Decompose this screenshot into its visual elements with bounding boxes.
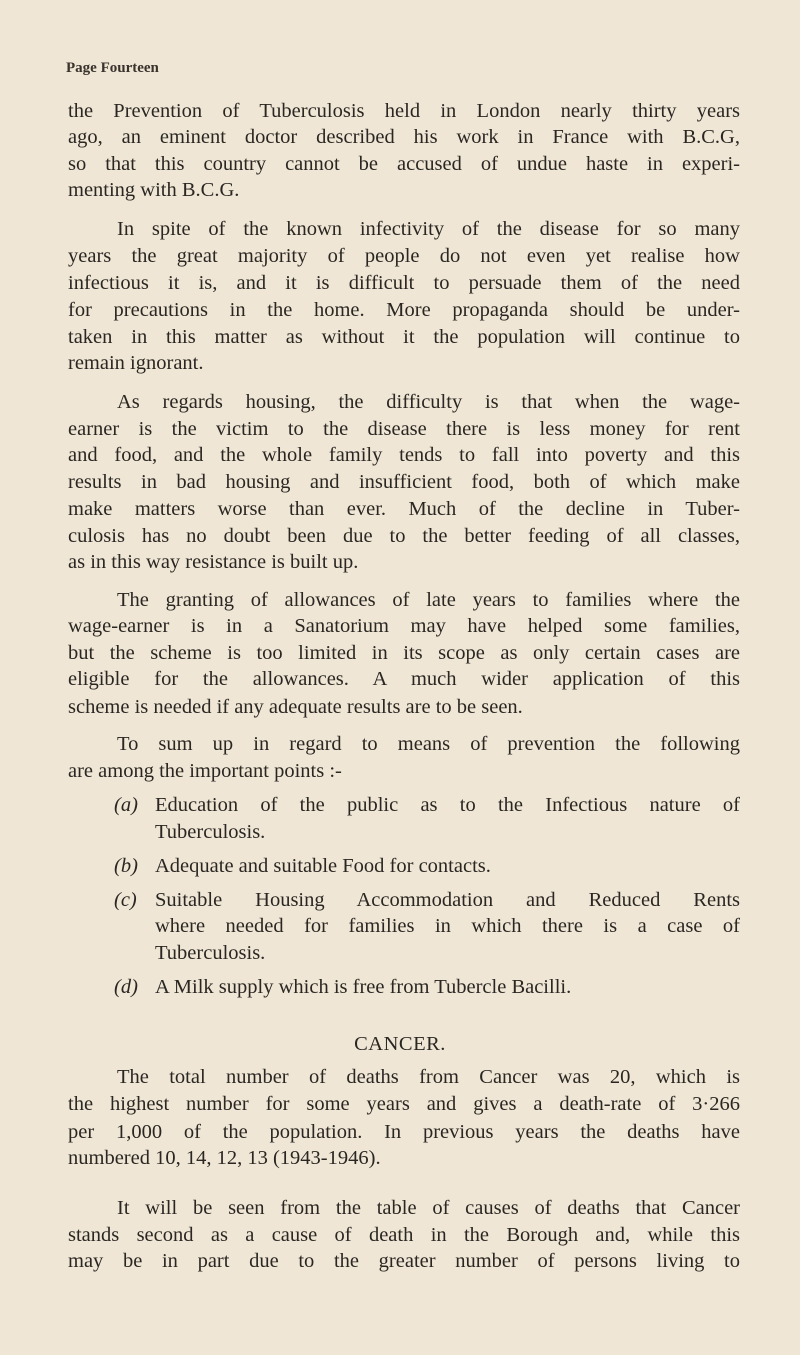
text-line: The total number of deaths from Cancer was 20, which is: [117, 1066, 740, 1088]
text-line: are among the important points :-: [68, 760, 342, 782]
text-line: per 1,000 of the population. In previous years the deaths have: [68, 1121, 740, 1143]
section-title: CANCER.: [354, 1033, 446, 1055]
page-header: Page Fourteen: [66, 60, 159, 76]
text-line: the highest number for some years and gives a death-rate of 3·266: [68, 1093, 740, 1115]
text-line: years the great majority of people do not even yet realise how: [68, 245, 740, 267]
text-line: ago, an eminent doctor described his work in France with B.C.G,: [68, 126, 740, 148]
text-line: earner is the victim to the disease there is less money for rent: [68, 418, 740, 440]
text-line: It will be seen from the table of causes of deaths that Cancer: [117, 1197, 740, 1219]
text-line: Tuberculosis.: [155, 821, 266, 843]
list-label: (a): [114, 794, 138, 816]
text-line: menting with B.C.G.: [68, 179, 240, 201]
text-line: the Prevention of Tuberculosis held in London nearly thirty years: [68, 100, 740, 122]
text-line: To sum up in regard to means of prevention the following: [117, 733, 740, 755]
text-line: make matters worse than ever. Much of the decline in Tuber-: [68, 498, 740, 520]
text-line: numbered 10, 14, 12, 13 (1943-1946).: [68, 1147, 381, 1169]
text-line: As regards housing, the difficulty is that when the wage-: [117, 391, 740, 413]
text-line: Adequate and suitable Food for contacts.: [155, 855, 491, 877]
text-line: taken in this matter as without it the population will continue to: [68, 326, 740, 348]
text-line: Tuberculosis.: [155, 942, 266, 964]
text-line: A Milk supply which is free from Tubercle Bacilli.: [155, 976, 572, 998]
text-line: The granting of allowances of late years to families where the: [117, 589, 740, 611]
text-line: so that this country cannot be accused of undue haste in experi-: [68, 153, 740, 175]
list-label: (d): [114, 976, 138, 998]
text-line: eligible for the allowances. A much wider application of this: [68, 668, 740, 690]
text-line: results in bad housing and insufficient food, both of which make: [68, 471, 740, 493]
list-label: (c): [114, 889, 137, 911]
text-line: infectious it is, and it is difficult to persuade them of the need: [68, 272, 740, 294]
text-line: wage-earner is in a Sanatorium may have helped some families,: [68, 615, 740, 637]
text-line: Education of the public as to the Infectious nature of: [155, 794, 740, 816]
text-line: as in this way resistance is built up.: [68, 551, 359, 573]
text-line: for precautions in the home. More propaganda should be under-: [68, 299, 740, 321]
text-line: culosis has no doubt been due to the better feeding of all classes,: [68, 525, 740, 547]
text-line: may be in part due to the greater number of persons living to: [68, 1250, 740, 1272]
text-line: Suitable Housing Accommodation and Reduced Rents: [155, 889, 740, 911]
text-line: stands second as a cause of death in the Borough and, while this: [68, 1224, 740, 1246]
text-line: and food, and the whole family tends to fall into poverty and this: [68, 444, 740, 466]
text-line: where needed for families in which there is a case of: [155, 915, 740, 937]
text-line: scheme is needed if any adequate results are to be seen.: [68, 696, 523, 718]
text-line: In spite of the known infectivity of the disease for so many: [117, 218, 740, 240]
text-line: remain ignorant.: [68, 352, 204, 374]
text-line: but the scheme is too limited in its scope as only certain cases are: [68, 642, 740, 664]
list-label: (b): [114, 855, 138, 877]
